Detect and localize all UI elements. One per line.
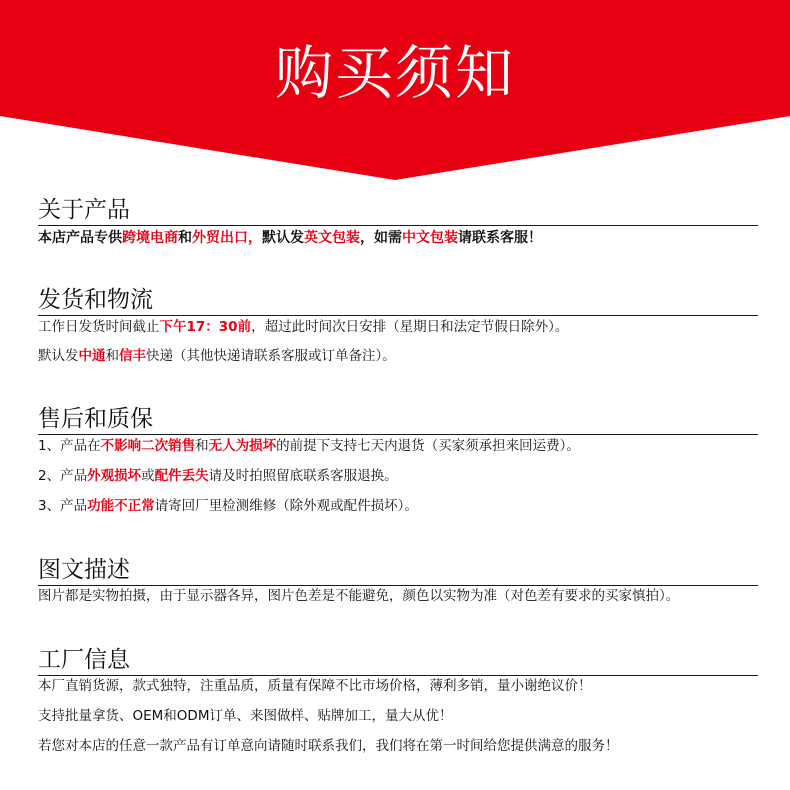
highlight-text: 英文包装 <box>304 230 360 246</box>
body-text: 2、产品 <box>38 468 88 484</box>
section-line <box>38 677 758 695</box>
section-title: 工厂信息 <box>38 647 130 673</box>
section-line <box>38 347 758 365</box>
body-text: 本厂直销货源，款式独特，注重品质，质量有保障不比市场价格，薄利多销，量小谢绝议价！ <box>38 678 592 694</box>
body-text: 请联系客服！ <box>458 230 542 246</box>
section-divider <box>38 315 758 316</box>
section-title: 关于产品 <box>38 197 130 223</box>
body-text: 支持批量拿货、OEM和ODM订单、来图做样、贴牌加工，量大从优！ <box>38 708 453 724</box>
header-banner <box>0 0 790 180</box>
body-text: 1、产品在 <box>38 438 101 454</box>
section-line <box>38 318 758 336</box>
body-text: 本店产品专供 <box>38 230 122 246</box>
section-divider <box>38 434 758 435</box>
body-text: 默认发 <box>262 230 304 246</box>
section-about-product <box>38 196 758 226</box>
highlight-text: 下午17：30前 <box>159 319 252 335</box>
section-line <box>38 497 758 515</box>
section-divider <box>38 225 758 226</box>
section-image-description <box>38 556 758 586</box>
highlight-text: 不影响二次销售 <box>100 438 196 454</box>
body-text: ，如需 <box>360 230 402 246</box>
body-text: 和 <box>105 348 119 364</box>
body-text: 的前提下支持七天内退货（买家须承担来回运费）。 <box>276 438 580 454</box>
highlight-text: 配件丢失 <box>154 468 209 484</box>
body-text: 和 <box>178 230 192 246</box>
section-divider <box>38 585 758 586</box>
section-line <box>38 707 758 725</box>
highlight-text: 外观损坏 <box>87 468 142 484</box>
highlight-text: 功能不正常 <box>87 498 155 514</box>
highlight-text: 无人为损坏 <box>208 438 277 454</box>
section-title: 发货和物流 <box>38 287 153 313</box>
body-text: 默认发 <box>38 348 79 364</box>
body-text: 和 <box>195 438 209 454</box>
body-text: 快递（其他快递请联系客服或订单备注）。 <box>146 348 396 364</box>
page-title: 购买须知 <box>274 39 515 107</box>
section-line <box>38 437 758 455</box>
highlight-text: 信丰 <box>119 348 146 364</box>
section-line <box>38 737 758 755</box>
body-text: ，超过此时间次日安排（星期日和法定节假日除外）。 <box>251 319 569 335</box>
section-after-sales-warranty <box>38 405 758 435</box>
body-text: 请及时拍照留底联系客服退换。 <box>208 468 398 484</box>
body-text: 3、产品 <box>38 498 88 514</box>
body-text: 或 <box>141 468 155 484</box>
highlight-text: 外贸出口， <box>192 230 262 246</box>
section-line <box>38 467 758 485</box>
section-title: 售后和质保 <box>38 406 153 432</box>
body-text: 请寄回厂里检测维修（除外观或配件损坏）。 <box>154 498 418 514</box>
section-line <box>38 229 758 247</box>
body-text: 工作日发货时间截止 <box>38 319 160 335</box>
highlight-text: 中通 <box>78 348 106 364</box>
highlight-text: 中文包装 <box>402 230 458 246</box>
body-text: 图片都是实物拍摄，由于显示器各异，图片色差是不能避免，颜色以实物为准（对色差有要求的买家慎拍）。 <box>38 588 680 604</box>
body-text: 若您对本店的任意一款产品有订单意向请随时联系我们，我们将在第一时间给您提供满意的服务！ <box>38 738 619 754</box>
section-line <box>38 587 758 605</box>
section-shipping-logistics <box>38 286 758 316</box>
section-title: 图文描述 <box>38 557 130 583</box>
section-divider <box>38 675 758 676</box>
highlight-text: 跨境电商 <box>122 230 178 246</box>
section-factory-info <box>38 646 758 676</box>
